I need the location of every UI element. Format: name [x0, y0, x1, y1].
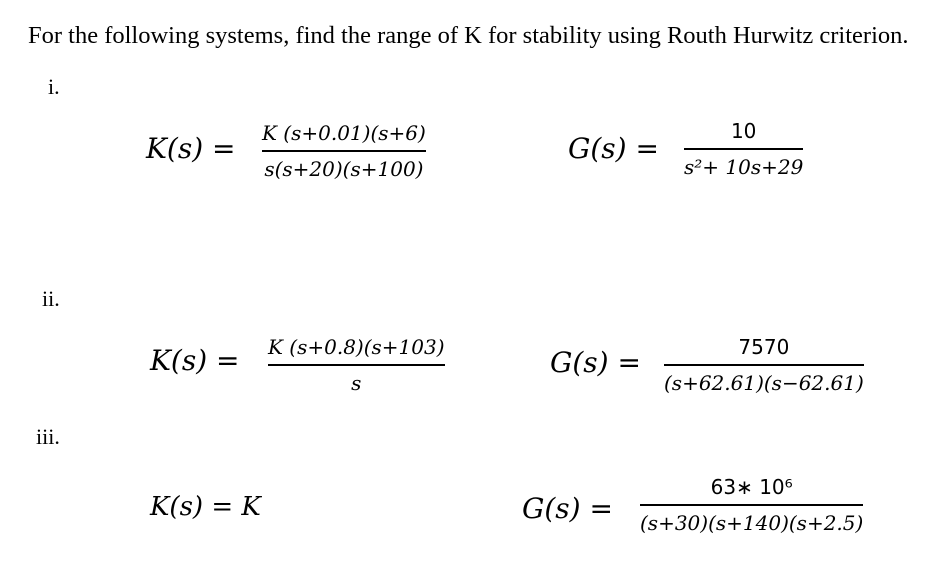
g-denominator-i: s²+ 10s+29	[684, 155, 804, 179]
question-text: For the following systems, find the range of K for stability using Routh Hurwitz criterion.	[28, 22, 909, 49]
k-numerator-i: K (s+0.01)(s+6)	[262, 121, 426, 145]
k-lhs-ii: K(s) =	[150, 344, 240, 377]
g-numerator-iii: 63∗ 10⁶	[710, 475, 793, 499]
g-denominator-ii: (s+62.61)(s−62.61)	[664, 371, 864, 395]
k-denominator-ii: s	[351, 371, 362, 395]
item-label-ii: ii.	[42, 286, 60, 311]
g-fraction-iii	[640, 472, 863, 538]
g-lhs-iii: G(s) =	[522, 492, 613, 525]
item-label-iii: iii.	[36, 424, 60, 449]
k-denominator-i: s(s+20)(s+100)	[264, 157, 424, 181]
g-lhs-ii: G(s) =	[550, 346, 641, 379]
item-label-i: i.	[48, 74, 60, 99]
g-denominator-iii: (s+30)(s+140)(s+2.5)	[640, 511, 864, 535]
g-fraction-ii	[664, 332, 864, 398]
k-lhs-i: K(s) =	[146, 132, 236, 165]
g-numerator-i: 10	[730, 119, 757, 143]
k-numerator-ii: K (s+0.8)(s+103)	[268, 335, 445, 359]
k-fraction-ii	[268, 332, 445, 398]
k-fraction-i	[262, 118, 426, 184]
g-numerator-ii: 7570	[738, 335, 790, 359]
k-expr-iii: K(s) = K	[150, 492, 261, 522]
g-fraction-i	[684, 116, 803, 182]
g-lhs-i: G(s) =	[568, 132, 659, 165]
